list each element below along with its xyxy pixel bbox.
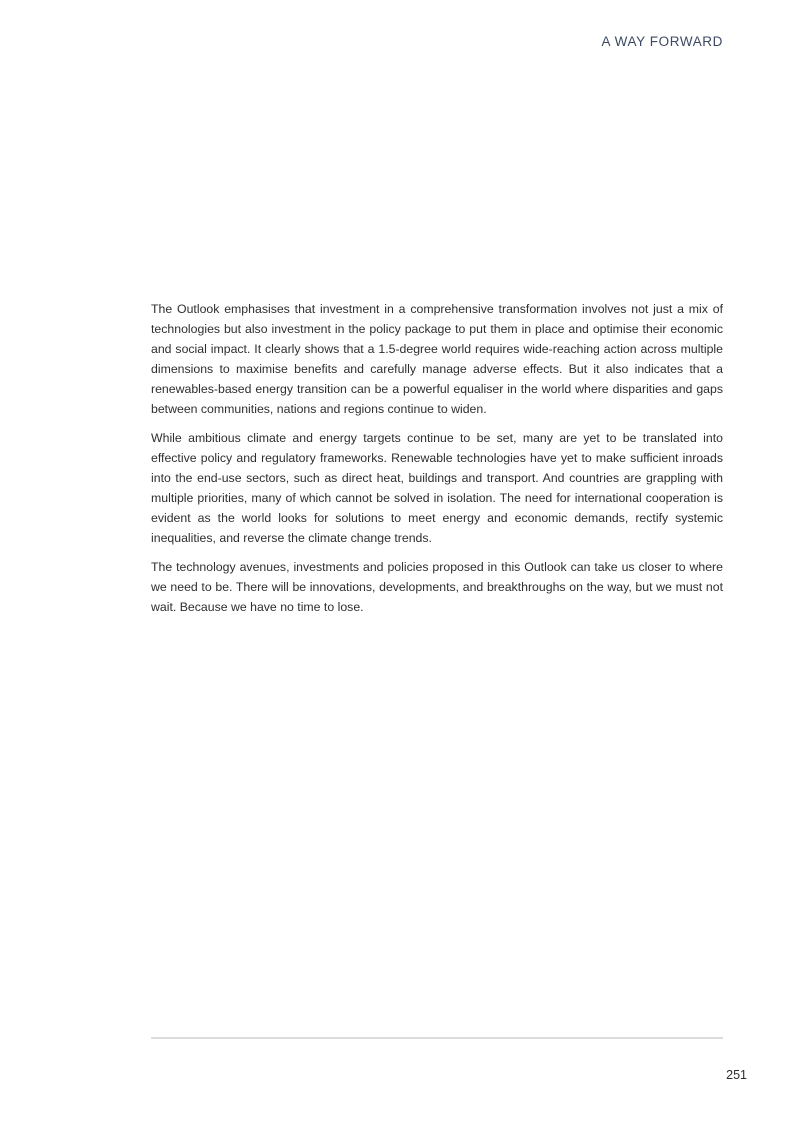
page-number: 251: [726, 1068, 747, 1082]
paragraph-3: The technology avenues, investments and policies proposed in this Outlook can take us closer to where we need to be. There will be innovations, developments, and breakthroughs on the way, but we must not wait. Because we have no time to lose.: [151, 560, 723, 614]
body-text: [151, 299, 723, 626]
footer-divider: [151, 1037, 723, 1039]
paragraph-1: The Outlook emphasises that investment in a comprehensive transformation involves not just a mix of technologies but also investment in the policy package to put them in place and optimise their economic and social impact. It clearly shows that a 1.5-degree world requires wide-reaching action across multiple dimensions to maximise benefits and carefully manage adverse effects. But it also indicates that a renewables-based energy transition can be a powerful equaliser in the world where disparities and gaps between communities, nations and regions continue to widen.: [151, 302, 723, 416]
paragraph-2: While ambitious climate and energy targets continue to be set, many are yet to be translated into effective policy and regulatory frameworks. Renewable technologies have yet to make sufficient inroads into the end-use sectors, such as direct heat, buildings and transport. And countries are grappling with multiple priorities, many of which cannot be solved in isolation. The need for international cooperation is evident as the world looks for solutions to meet energy and economic demands, rectify systemic inequalities, and reverse the climate change trends.: [151, 431, 723, 545]
running-header-section-title: A WAY FORWARD: [601, 34, 723, 49]
